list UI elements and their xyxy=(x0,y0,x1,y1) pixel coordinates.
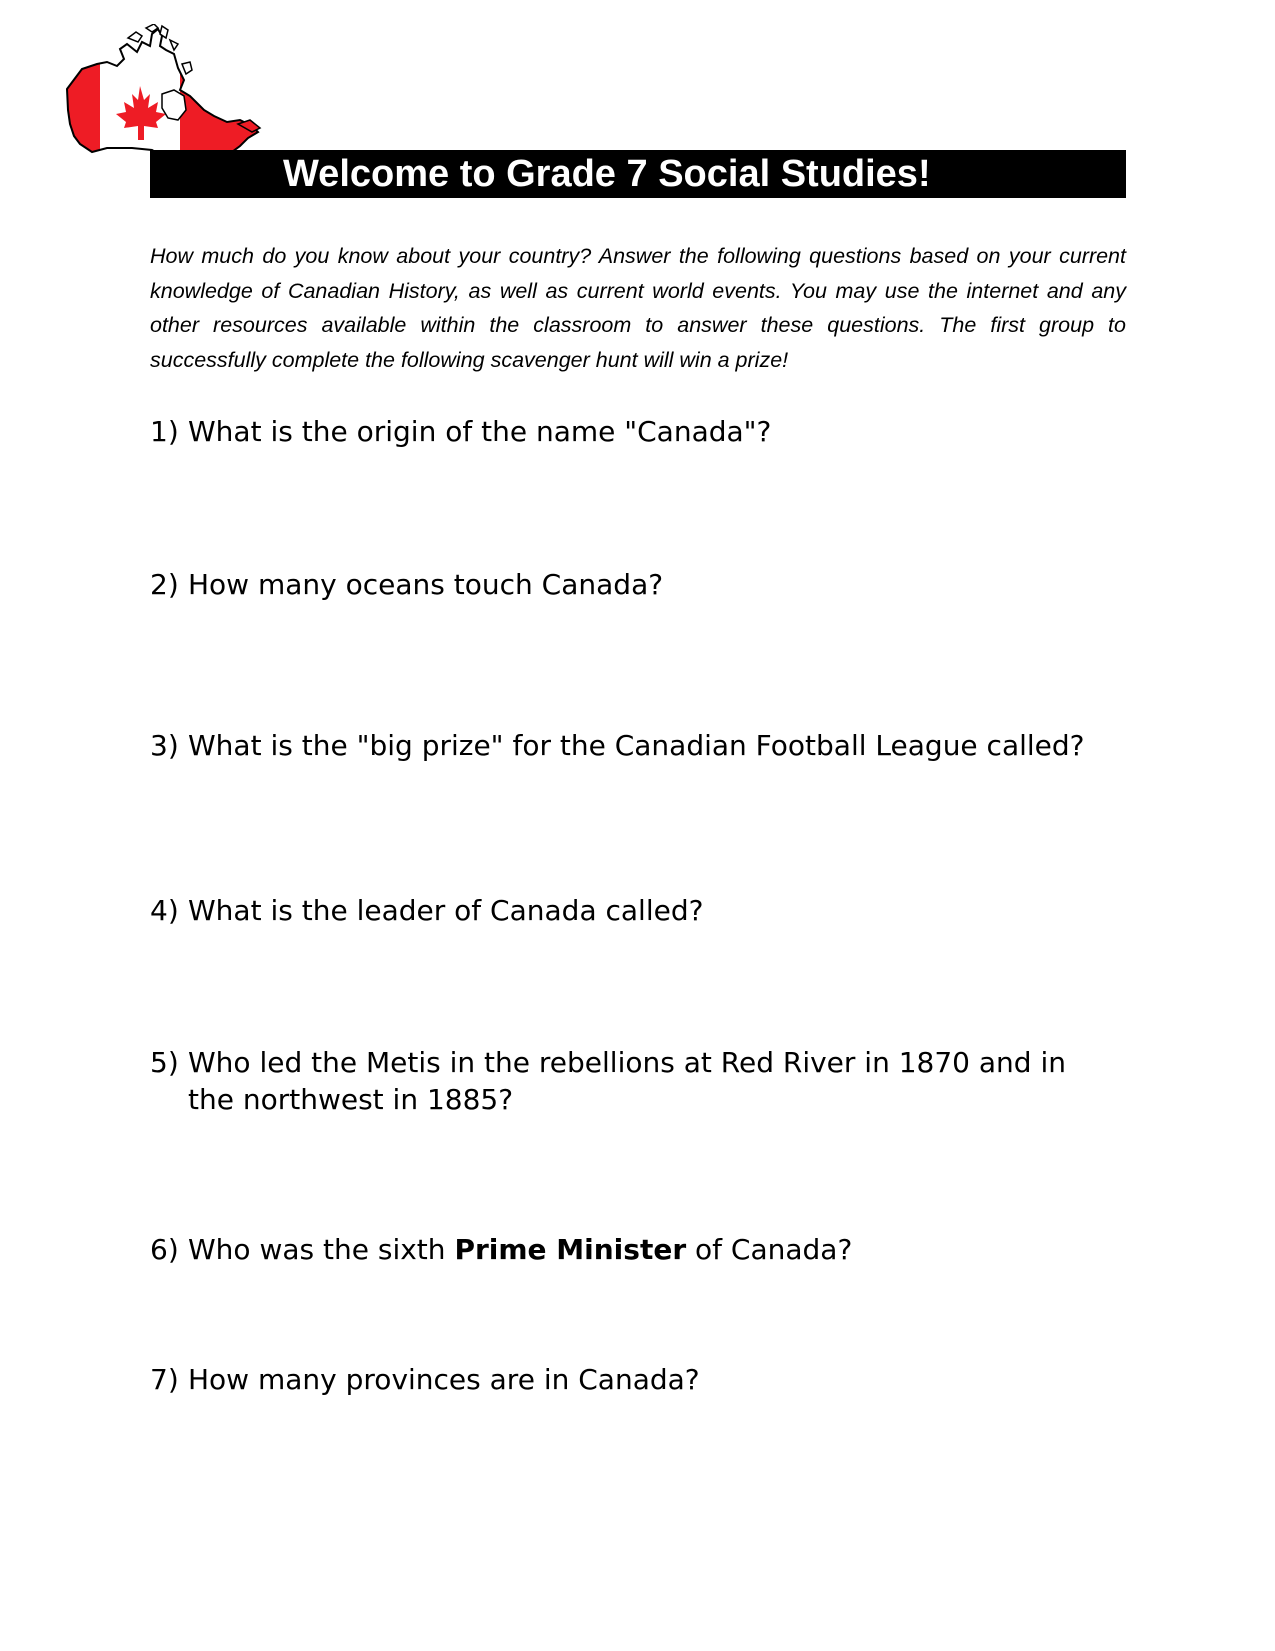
question-1 xyxy=(150,413,1140,450)
question-text: What is the leader of Canada called? xyxy=(188,894,704,927)
question-number: 1) xyxy=(150,415,179,448)
question-text xyxy=(188,1231,1140,1268)
question-2 xyxy=(150,566,1140,603)
question-3 xyxy=(150,727,1140,764)
question-number: 2) xyxy=(150,568,179,601)
question-text-bold: Prime Minister xyxy=(454,1233,687,1266)
question-text-after: of Canada? xyxy=(686,1233,853,1266)
question-5 xyxy=(150,1044,1090,1118)
question-4 xyxy=(150,892,1140,929)
question-text: How many provinces are in Canada? xyxy=(188,1363,700,1396)
question-number: 5) xyxy=(150,1046,179,1079)
page-title: Welcome to Grade 7 Social Studies! xyxy=(283,153,931,195)
question-text: What is the origin of the name "Canada"? xyxy=(188,415,772,448)
question-number: 6) xyxy=(150,1233,179,1266)
question-text: What is the "big prize" for the Canadian Football League called? xyxy=(188,729,1085,762)
intro-paragraph: How much do you know about your country? Answer the following questions based on your current knowledge of Canadian History, as well as current world events. You may use the internet and any other resources available within the classroom to answer these questions. The first group to successfully complete the following scavenger hunt will win a prize! xyxy=(150,244,1126,372)
question-6 xyxy=(150,1231,1140,1268)
question-text: Who led the Metis in the rebellions at Red River in 1870 and in the northwest in 1885? xyxy=(188,1046,1066,1116)
question-text-before: Who was the sixth xyxy=(188,1233,455,1266)
question-number: 3) xyxy=(150,729,179,762)
question-number: 7) xyxy=(150,1363,179,1396)
question-7 xyxy=(150,1361,1140,1398)
question-text: How many oceans touch Canada? xyxy=(188,568,664,601)
question-number: 4) xyxy=(150,894,179,927)
